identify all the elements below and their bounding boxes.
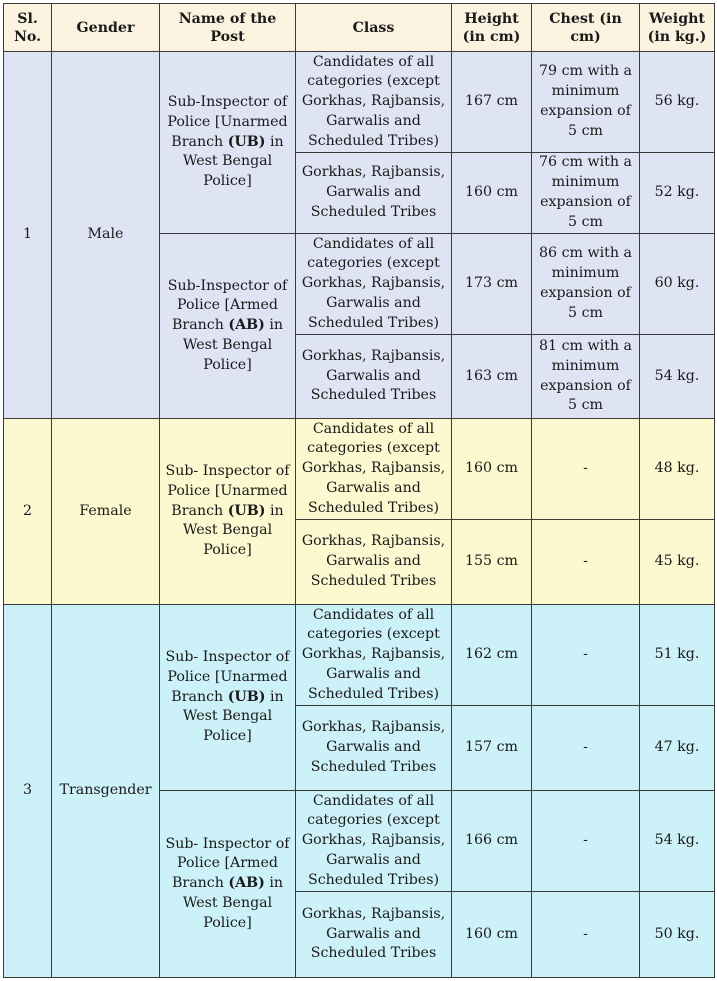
chest-cell: - bbox=[532, 706, 640, 791]
class-cell: Candidates of all categories (except Gorkhas, Rajbansis, Garwalis and Scheduled Tribes) bbox=[296, 419, 452, 520]
chest-cell: 86 cm with a minimum expansion of 5 cm bbox=[532, 234, 640, 335]
weight-cell: 45 kg. bbox=[640, 520, 715, 605]
post-cell: Sub- Inspector of Police [Unarmed Branch (UB) in West Bengal Police] bbox=[160, 419, 296, 605]
class-cell: Candidates of all categories (except Gorkhas, Rajbansis, Garwalis and Scheduled Tribes) bbox=[296, 234, 452, 335]
gender-cell: Transgender bbox=[52, 605, 160, 978]
class-cell: Gorkhas, Rajbansis, Garwalis and Scheduled Tribes bbox=[296, 520, 452, 605]
class-cell: Gorkhas, Rajbansis, Garwalis and Scheduled Tribes bbox=[296, 892, 452, 978]
header-row bbox=[4, 4, 715, 52]
height-cell: 173 cm bbox=[452, 234, 532, 335]
class-cell: Gorkhas, Rajbansis, Garwalis and Scheduled Tribes bbox=[296, 335, 452, 419]
chest-cell: 76 cm with a minimum expansion of 5 cm bbox=[532, 153, 640, 234]
height-cell: 160 cm bbox=[452, 419, 532, 520]
class-cell: Candidates of all categories (except Gorkhas, Rajbansis, Garwalis and Scheduled Tribes) bbox=[296, 791, 452, 892]
physical-standards-table bbox=[3, 3, 715, 978]
table-row bbox=[4, 419, 715, 520]
gender-cell: Female bbox=[52, 419, 160, 605]
height-cell: 160 cm bbox=[452, 892, 532, 978]
post-cell: Sub- Inspector of Police [Armed Branch (AB) in West Bengal Police] bbox=[160, 791, 296, 978]
class-cell: Candidates of all categories (except Gorkhas, Rajbansis, Garwalis and Scheduled Tribes) bbox=[296, 605, 452, 706]
weight-cell: 50 kg. bbox=[640, 892, 715, 978]
col-header-sl: Sl. No. bbox=[4, 4, 52, 52]
chest-cell: - bbox=[532, 791, 640, 892]
chest-cell: - bbox=[532, 520, 640, 605]
weight-cell: 60 kg. bbox=[640, 234, 715, 335]
class-cell: Gorkhas, Rajbansis, Garwalis and Scheduled Tribes bbox=[296, 706, 452, 791]
chest-cell: - bbox=[532, 419, 640, 520]
col-header-chest: Chest (in cm) bbox=[532, 4, 640, 52]
chest-cell: - bbox=[532, 892, 640, 978]
weight-cell: 52 kg. bbox=[640, 153, 715, 234]
class-cell: Gorkhas, Rajbansis, Garwalis and Scheduled Tribes bbox=[296, 153, 452, 234]
chest-cell: 79 cm with a minimum expansion of 5 cm bbox=[532, 52, 640, 153]
weight-cell: 48 kg. bbox=[640, 419, 715, 520]
height-cell: 155 cm bbox=[452, 520, 532, 605]
class-cell: Candidates of all categories (except Gorkhas, Rajbansis, Garwalis and Scheduled Tribes) bbox=[296, 52, 452, 153]
weight-cell: 47 kg. bbox=[640, 706, 715, 791]
weight-cell: 56 kg. bbox=[640, 52, 715, 153]
height-cell: 160 cm bbox=[452, 153, 532, 234]
sl-cell: 2 bbox=[4, 419, 52, 605]
height-cell: 163 cm bbox=[452, 335, 532, 419]
weight-cell: 51 kg. bbox=[640, 605, 715, 706]
weight-cell: 54 kg. bbox=[640, 791, 715, 892]
sl-cell: 1 bbox=[4, 52, 52, 419]
table-row bbox=[4, 52, 715, 153]
post-cell: Sub-Inspector of Police [Armed Branch (AB) in West Bengal Police] bbox=[160, 234, 296, 419]
table-row bbox=[4, 605, 715, 706]
height-cell: 157 cm bbox=[452, 706, 532, 791]
height-cell: 167 cm bbox=[452, 52, 532, 153]
chest-cell: - bbox=[532, 605, 640, 706]
col-header-height: Height (in cm) bbox=[452, 4, 532, 52]
gender-cell: Male bbox=[52, 52, 160, 419]
weight-cell: 54 kg. bbox=[640, 335, 715, 419]
col-header-class: Class bbox=[296, 4, 452, 52]
height-cell: 162 cm bbox=[452, 605, 532, 706]
sl-cell: 3 bbox=[4, 605, 52, 978]
post-cell: Sub- Inspector of Police [Unarmed Branch (UB) in West Bengal Police] bbox=[160, 605, 296, 791]
col-header-weight: Weight (in kg.) bbox=[640, 4, 715, 52]
height-cell: 166 cm bbox=[452, 791, 532, 892]
chest-cell: 81 cm with a minimum expansion of 5 cm bbox=[532, 335, 640, 419]
col-header-gender: Gender bbox=[52, 4, 160, 52]
post-cell: Sub-Inspector of Police [Unarmed Branch (UB) in West Bengal Police] bbox=[160, 52, 296, 234]
col-header-post: Name of the Post bbox=[160, 4, 296, 52]
